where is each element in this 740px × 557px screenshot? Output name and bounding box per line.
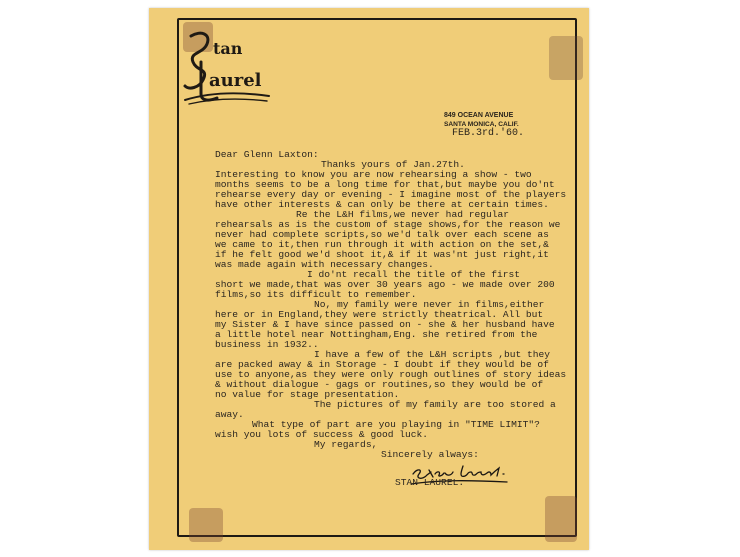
body-line-16: here or in England,they were strictly theatrical. All but — [215, 309, 544, 320]
body-line-1: Thanks yours of Jan.27th. — [321, 159, 465, 170]
body-line-7: rehearsals as is the custom of stage shows,for the reason we — [215, 219, 561, 230]
body-line-20: I have a few of the L&H scripts ,but they — [314, 349, 551, 360]
body-line-22: use to anyone,as they were only rough outlines of story ideas — [215, 369, 567, 380]
body-line-6: Re the L&H films,we never had regular — [296, 209, 510, 220]
body-line-15: No, my family were never in films,either — [314, 299, 545, 310]
stain-bottom-right — [545, 496, 577, 542]
body-line-12: I do'nt recall the title of the first — [307, 269, 521, 280]
address-line-2: SANTA MONICA, CALIF. — [444, 121, 519, 128]
body-line-10: if he felt good we'd shoot it,& if it was'nt just right,it — [215, 249, 549, 260]
body-line-24: no value for stage presentation. — [215, 389, 400, 400]
body-line-25: The pictures of my family are too stored a — [314, 399, 556, 410]
body-line-13: short we made,that was over 30 years ago - we made over 200 — [215, 279, 555, 290]
logo-text-stan: tan — [213, 39, 243, 58]
body-line-17: my Sister & I have since passed on - she & her husband have — [215, 319, 555, 330]
body-line-3: months seems to be a long time for that,but maybe you do'nt — [215, 179, 555, 190]
stain-bottom-left — [189, 508, 223, 542]
body-line-19: business in 1932.. — [215, 339, 319, 350]
closing: Sincerely always: — [381, 449, 479, 460]
stan-laurel-logo — [181, 28, 271, 106]
body-line-14: films,so its difficult to remember. — [215, 289, 417, 300]
body-line-5: have other interests & can only be there at certain times. — [215, 199, 549, 210]
body-line-18: a little hotel near Nottingham,Eng. she retired from the — [215, 329, 538, 340]
body-line-2: Interesting to know you are now rehearsing a show - two — [215, 169, 532, 180]
body-line-26: away. — [215, 409, 244, 420]
salutation: Dear Glenn Laxton: — [215, 149, 319, 160]
stain-top-right — [549, 36, 583, 80]
body-line-4: rehearse every day or evening - I imagine most of the players — [215, 189, 567, 200]
letter-paper — [149, 8, 589, 550]
address-line-1: 849 OCEAN AVENUE — [444, 112, 514, 119]
body-line-9: we came to it,then run through it with action on the set,& — [215, 239, 549, 250]
letter-date: FEB.3rd.'60. — [452, 128, 525, 139]
typed-name: STAN LAUREL. — [395, 477, 465, 488]
body-line-8: never had complete scripts,so we'd talk over each scene as — [215, 229, 549, 240]
logo-text-laurel: aurel — [209, 70, 262, 91]
body-line-21: are packed away & in Storage - I doubt if they would be of — [215, 359, 549, 370]
body-line-27: What type of part are you playing in "TIME LIMIT"? — [252, 419, 540, 430]
body-line-29: My regards, — [314, 439, 378, 450]
body-line-23: & without dialogue - gags or routines,so they would be of — [215, 379, 544, 390]
body-line-11: was made again with necessary changes. — [215, 259, 434, 270]
body-line-28: wish you lots of success & good luck. — [215, 429, 429, 440]
